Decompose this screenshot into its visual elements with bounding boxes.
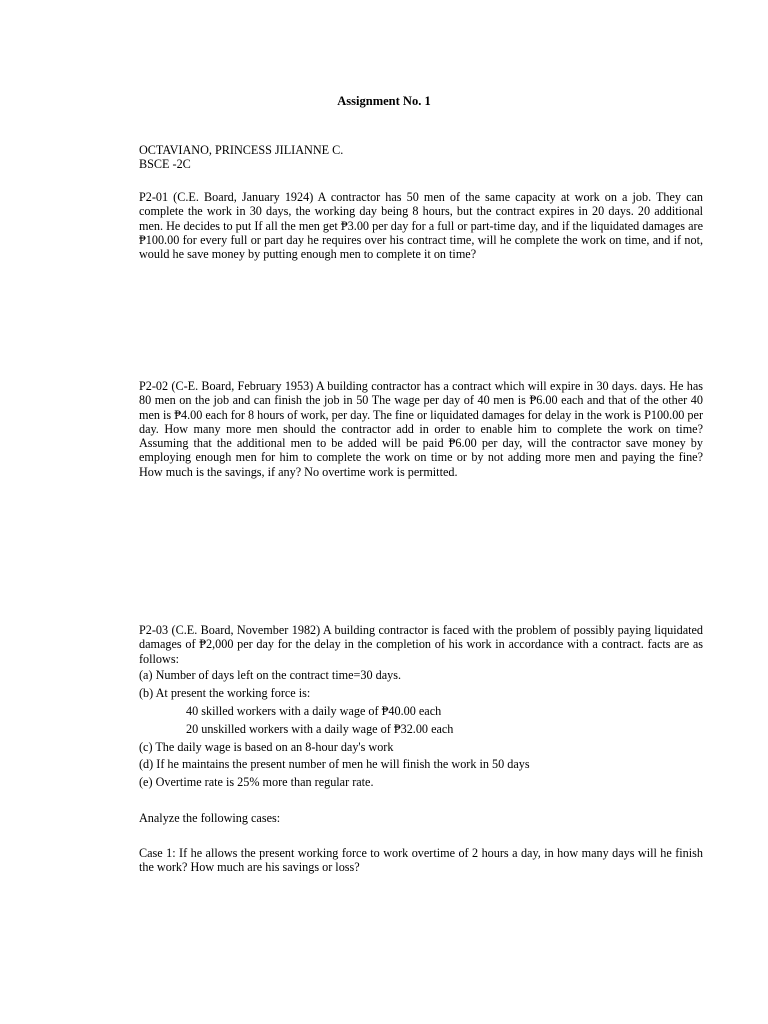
problem-p2-01: P2-01 (C.E. Board, January 1924) A contractor has 50 men of the same capacity at work on a job. They can complete the work in 30 days, the working day being 8 hours, but the contract expires in 20 days. 20 additional men. He decides to put If all the men get ₱3.00 per day for a full or part-time day, and if the liquidated damages are ₱100.00 for every full or part day he requires over his contract time, will he complete the work on time, and if not, would he save money by putting enough men to complete it on time? <box>139 190 703 262</box>
page-title: Assignment No. 1 <box>337 94 431 108</box>
p2-03-item-a: (a) Number of days left on the contract time=30 days. <box>139 668 402 682</box>
problem-p2-02: P2-02 (C-E. Board, February 1953) A building contractor has a contract which will expire in 30 days. days. He has 80 men on the job and can finish the job in 50 The wage per day of 40 men is ₱6.00 each and that of the other 40 men is ₱4.00 each for 8 hours of work, per day. The fine or liquidated damages for delay in the work is P100.00 per day. How many more men should the contractor add in order to enable him to complete the work on time? Assuming that the additional men to be added will be paid ₱6.00 per day, will the contractor save money by employing enough men for him to complete the work on time or by not adding more men and paying the fine? How much is the savings, if any? No overtime work is permitted. <box>139 379 703 479</box>
p2-03-item-b2: 20 unskilled workers with a daily wage of ₱32.00 each <box>186 722 454 736</box>
problem-p2-03-intro: P2-03 (C.E. Board, November 1982) A building contractor is faced with the problem of possibly paying liquidated damages of ₱2,000 per day for the delay in the completion of his work in accordance with a contract. facts are as follows: <box>139 623 703 666</box>
p2-03-case-1: Case 1: If he allows the present working force to work overtime of 2 hours a day, in how many days will he finish the work? How much are his savings or loss? <box>139 846 703 875</box>
student-name: OCTAVIANO, PRINCESS JILIANNE C. <box>139 143 344 157</box>
p2-03-analyze-heading: Analyze the following cases: <box>139 811 281 825</box>
p2-03-item-c: (c) The daily wage is based on an 8-hour day's work <box>139 740 394 754</box>
p2-03-item-e: (e) Overtime rate is 25% more than regular rate. <box>139 775 374 789</box>
student-section: BSCE -2C <box>139 157 191 171</box>
p2-03-item-b: (b) At present the working force is: <box>139 686 311 700</box>
p2-03-item-d: (d) If he maintains the present number of men he will finish the work in 50 days <box>139 757 530 771</box>
p2-03-item-b1: 40 skilled workers with a daily wage of ₱40.00 each <box>186 704 442 718</box>
